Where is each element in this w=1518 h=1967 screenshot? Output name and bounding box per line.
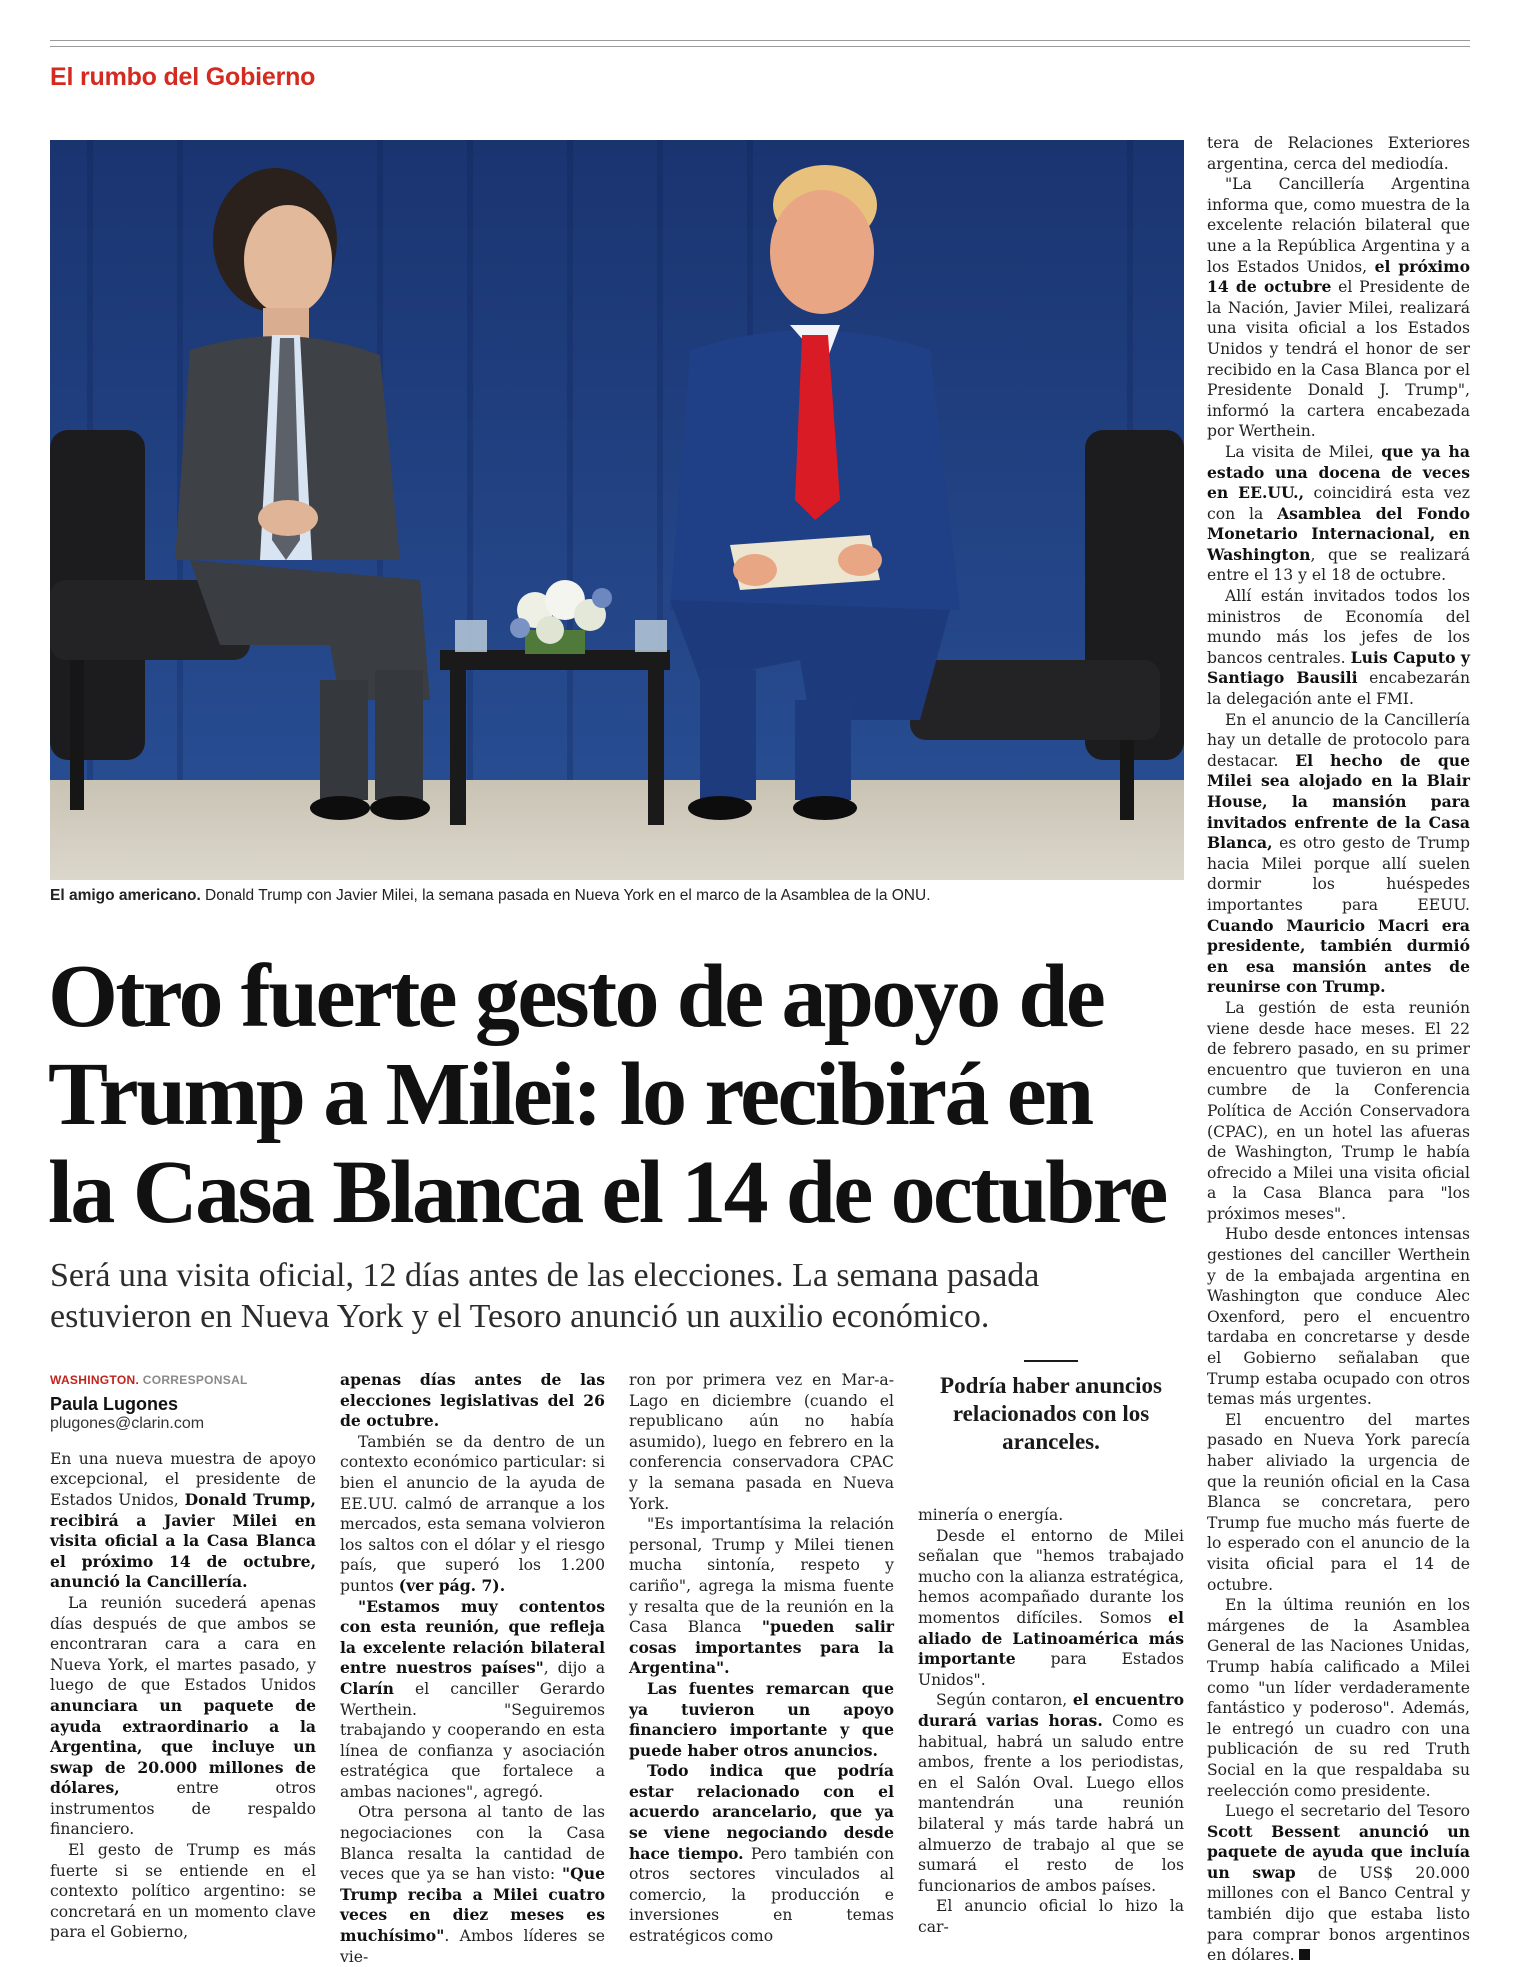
bold-text-run: Luis Caputo y Santiago Bausili bbox=[1207, 647, 1470, 688]
paragraph bbox=[1207, 710, 1470, 998]
article-column-5 bbox=[1207, 133, 1470, 1966]
paragraph bbox=[918, 1896, 1184, 1937]
text-run: "Es importantísima la relación personal, Trump y Milei tienen mucha sintonía, respeto y cariño", agrega la misma fuente y resalta que de la reunión en la Casa Blanca bbox=[629, 1515, 894, 1637]
article-column-1 bbox=[50, 1370, 316, 1943]
headline bbox=[48, 948, 1198, 1242]
paragraph bbox=[50, 1449, 316, 1593]
paragraph bbox=[918, 1505, 1184, 1526]
headline-line: la Casa Blanca el 14 de octubre bbox=[48, 1143, 1166, 1242]
headline-line: Trump a Milei: lo recibirá en bbox=[48, 1045, 1092, 1144]
top-rule bbox=[50, 40, 1470, 41]
paragraph bbox=[918, 1526, 1184, 1691]
byline-email: plugones@clarin.com bbox=[50, 1415, 205, 1433]
bold-text-run: "pueden salir cosas importantes para la Argentina". bbox=[629, 1617, 895, 1678]
paragraph bbox=[918, 1690, 1184, 1896]
text-run: El gesto de Trump es más fuerte si se entiende en el contexto político argentino: se concretará en un momento clave para el Gobierno, bbox=[50, 1841, 316, 1942]
top-rule bbox=[50, 46, 1470, 47]
bold-text-run: el encuentro durará varias horas. bbox=[918, 1690, 1184, 1730]
bold-text-run: "Estamos muy contentos con esta reunión, que refleja la excelente relación bilateral entre nuestros países" bbox=[340, 1596, 605, 1678]
caption-text: Donald Trump con Javier Milei, la semana pasada en Nueva York en el marco de la Asamblea de la ONU. bbox=[200, 887, 931, 904]
bold-text-run: Asamblea del Fondo Monetario Internacional, en Washington bbox=[1207, 503, 1470, 564]
lead-photo bbox=[50, 140, 1184, 880]
text-run: minería o energía. bbox=[918, 1506, 1064, 1524]
bold-text-run: que ya ha estado una docena de veces en EE.UU., bbox=[1207, 441, 1470, 503]
paragraph bbox=[50, 1840, 316, 1943]
paragraph bbox=[1207, 586, 1470, 710]
bold-text-run: Clarín bbox=[340, 1678, 394, 1698]
byline-place: WASHINGTON. bbox=[50, 1373, 140, 1387]
bold-text-run: apenas días antes de las elecciones legislativas del 26 de octubre. bbox=[340, 1370, 605, 1431]
text-run: Según contaron, bbox=[936, 1691, 1073, 1710]
headline-line: Otro fuerte gesto de apoyo de bbox=[48, 947, 1104, 1046]
text-run: Como es habitual, habrá un saludo entre ambos, frente a los periodistas, en el Salón Oval. Luego ellos mantendrán una reunión bilateral y más tarde habrá un almuerzo de trabajo al que se sumará el resto de los funcionarios de ambos países. bbox=[918, 1711, 1184, 1895]
byline-role: CORRESPONSAL bbox=[139, 1373, 248, 1387]
text-run: , que se realizará entre el 13 y el 18 de octubre. bbox=[1207, 545, 1470, 585]
text-run: La reunión sucederá apenas días después de que ambos se encontraran cara a cara en Nueva York, el martes pasado, y luego de que Estados Unidos bbox=[50, 1593, 316, 1695]
text-run: el canciller Gerardo Werthein. "Seguiremos trabajando y cooperando en esta línea de confianza y asociación estratégica que fortalece a ambas naciones", agregó. bbox=[340, 1679, 605, 1801]
paragraph bbox=[1207, 1224, 1470, 1409]
text-run: ron por primera vez en Mar-a-Lago en diciembre (cuando el republicano aún no había asumido), luego en febrero en la conferencia conservadora CPAC y la semana pasada en Nueva York. bbox=[629, 1371, 894, 1513]
text-run: Pero también con otros sectores vinculados al comercio, la producción e inversiones en temas estratégicos como bbox=[629, 1844, 894, 1946]
paragraph bbox=[1207, 133, 1470, 174]
paragraph bbox=[1207, 174, 1470, 442]
bold-text-run: "Que Trump reciba a Milei cuatro veces en diez meses es muchísimo" bbox=[340, 1864, 605, 1946]
text-run: En una nueva muestra de apoyo excepcional, el presidente de Estados Unidos, bbox=[50, 1449, 316, 1509]
pull-quote bbox=[918, 1360, 1184, 1456]
bold-text-run: Scott Bessent anunció un paquete de ayuda que incluía un swap bbox=[1207, 1821, 1470, 1882]
text-run: Otra persona al tanto de las negociaciones con la Casa Blanca resalta la cantidad de veces que ya se han visto: bbox=[340, 1803, 605, 1884]
text-run: tera de Relaciones Exteriores argentina, cerca del mediodía. bbox=[1207, 134, 1470, 173]
bold-text-run: (ver pág. 7). bbox=[398, 1575, 506, 1595]
text-run: En la última reunión en los márgenes de la Asamblea General de las Naciones Unidas, Trump había calificado a Milei como "un líder verdaderamente fantástico y poderoso". Además, le entregó un cuadro con una publicación de su red Truth Social en la que respaldaba su reelección como presidente. bbox=[1207, 1596, 1470, 1800]
paragraph bbox=[340, 1597, 605, 1803]
caption-lead: El amigo americano. bbox=[50, 887, 201, 904]
text-run: Hubo desde entonces intensas gestiones del canciller Werthein y de la embajada argentina en Washington que conduce Alec Oxenford, pero el encuentro tardaba en concretarse y desde el Gobierno señalaban que Trump estaba ocupado con otros temas más urgentes. bbox=[1207, 1225, 1470, 1409]
text-run: para Estados Unidos". bbox=[918, 1650, 1184, 1689]
subheadline-line: Será una visita oficial, 12 días antes de las elecciones. La semana pasada bbox=[50, 1257, 1040, 1294]
photo-caption bbox=[50, 887, 1184, 905]
text-run: El encuentro del martes pasado en Nueva York parecía haber aliviado la urgencia de que la reunión oficial en la Casa Blanca se concretara, pero Trump fue mucho más fuerte de lo esperado con el anuncio de la visita oficial para el 14 de octubre. bbox=[1207, 1410, 1470, 1594]
text-run: entre otros instrumentos de respaldo financiero. bbox=[50, 1779, 316, 1839]
text-run: "La Cancillería Argentina informa que, como muestra de la excelente relación bilateral que une a la República Argentina y a los Estados Unidos, bbox=[1207, 175, 1470, 276]
paragraph bbox=[340, 1802, 605, 1967]
text-run: . Ambos líderes se vie- bbox=[340, 1927, 605, 1966]
bold-text-run: anunciara un paquete de ayuda extraordinario a la Argentina, que incluye un swap de 20.000 millones de dólares, bbox=[50, 1695, 316, 1798]
paragraph bbox=[629, 1761, 894, 1946]
article-column-4 bbox=[918, 1505, 1184, 1937]
bold-text-run: Las fuentes remarcan que ya tuvieron un apoyo financiero importante y que puede haber otros anuncios. bbox=[629, 1678, 894, 1760]
paragraph bbox=[1207, 1410, 1470, 1595]
paragraph bbox=[629, 1514, 894, 1679]
subheadline-line: estuvieron en Nueva York y el Tesoro anunció un auxilio económico. bbox=[50, 1298, 990, 1335]
text-run: de US$ 20.000 millones con el Banco Central y también dijo que estaba listo para comprar bonos argentinos en dólares. bbox=[1207, 1863, 1470, 1965]
paragraph bbox=[629, 1370, 894, 1514]
text-run: encabezarán la delegación ante el FMI. bbox=[1207, 669, 1470, 709]
paragraph bbox=[1207, 998, 1470, 1225]
byline-dateline bbox=[50, 1370, 316, 1391]
bold-text-run: Donald Trump, recibirá a Javier Milei en visita oficial a la Casa Blanca el próximo 14 de octubre, anunció la Cancillería. bbox=[50, 1489, 316, 1592]
pull-quote-rule bbox=[1024, 1360, 1078, 1362]
text-run: Allí están invitados todos los ministros de Economía del mundo más los jefes de los bancos centrales. bbox=[1207, 587, 1470, 667]
paragraph bbox=[340, 1432, 605, 1597]
article-column-3 bbox=[629, 1370, 894, 1947]
text-run: Desde el entorno de Milei señalan que "hemos trabajado mucho con la alianza estratégica, hemos acompañado durante los momentos difíciles. Somos bbox=[918, 1526, 1184, 1627]
bold-text-run: El hecho de que Milei sea alojado en la Blair House, la mansión para invitados enfrente de la Casa Blanca, bbox=[1207, 750, 1470, 853]
text-run: el Presidente de la Nación, Javier Milei, realizará una visita oficial a los Estados Unidos y tendrá el honor de ser recibido en la Casa Blanca por el Presidente Donald J. Trump", informó la cartera encabezada por Werthein. bbox=[1207, 278, 1470, 441]
text-run: Luego el secretario del Tesoro bbox=[1225, 1802, 1470, 1821]
byline-author: Paula Lugones bbox=[50, 1393, 179, 1414]
paragraph bbox=[629, 1679, 894, 1761]
paragraph bbox=[50, 1593, 316, 1840]
pull-quote-text: Podría haber anuncios relacionados con los aranceles. bbox=[940, 1373, 1162, 1454]
text-run: coincidirá esta vez con la bbox=[1207, 484, 1471, 523]
text-run: En el anuncio de la Cancillería hay un detalle de protocolo para destacar. bbox=[1207, 710, 1470, 770]
text-run: es otro gesto de Trump hacia Milei porque allí suelen dormir los huéspedes importantes para EEUU. bbox=[1207, 834, 1470, 914]
text-run: La gestión de esta reunión viene desde hace meses. El 22 de febrero pasado, en su primer encuentro que tuvieron en una cumbre de la Conferencia Política de Acción Conservadora (CPAC), en un hotel las afueras de Washington, Trump le había ofrecido a Milei una visita oficial a la Casa Blanca para "los próximos meses". bbox=[1207, 998, 1470, 1223]
subheadline bbox=[50, 1255, 1170, 1337]
text-run: El anuncio oficial lo hizo la car- bbox=[918, 1897, 1184, 1936]
paragraph bbox=[1207, 1801, 1470, 1966]
text-run: La visita de Milei, bbox=[1225, 442, 1382, 461]
bold-text-run: el aliado de Latinoamérica más importante bbox=[918, 1607, 1184, 1669]
bold-text-run: Todo indica que podría estar relacionado con el acuerdo arancelario, que ya se viene negociando desde hace tiempo. bbox=[629, 1761, 894, 1863]
paragraph bbox=[1207, 442, 1470, 586]
text-run: También se da dentro de un contexto económico particular: si bien el anuncio de la ayuda de EE.UU. calmó de arranque a los mercados, esta semana volvieron los saltos con el dólar y el riesgo país, que superó los 1.200 puntos bbox=[340, 1432, 605, 1595]
bold-text-run: el próximo 14 de octubre bbox=[1207, 256, 1470, 297]
paragraph bbox=[1207, 1595, 1470, 1801]
bold-text-run: Cuando Mauricio Macri era presidente, también durmió en esa mansión antes de reunirse con Trump. bbox=[1207, 915, 1470, 997]
text-run: , dijo a bbox=[543, 1659, 605, 1678]
article-column-2 bbox=[340, 1370, 605, 1967]
section-kicker: El rumbo del Gobierno bbox=[50, 63, 316, 91]
paragraph bbox=[340, 1370, 605, 1432]
end-of-article-mark bbox=[1299, 1949, 1310, 1960]
